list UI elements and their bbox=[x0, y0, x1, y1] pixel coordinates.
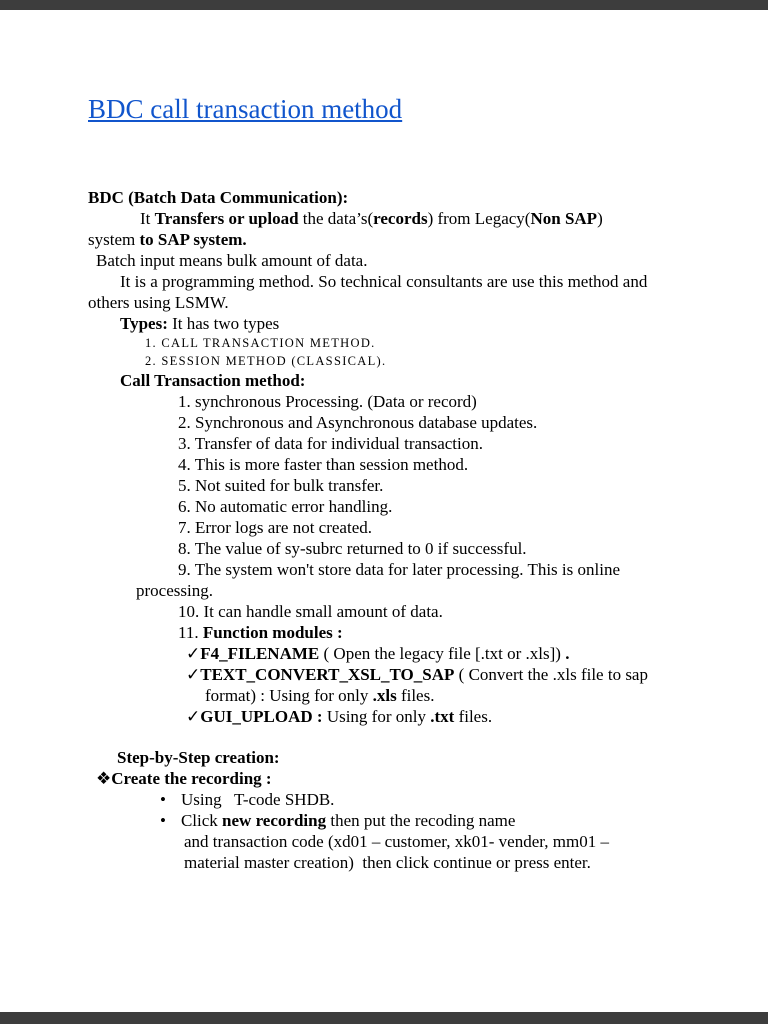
text-segment: TEXT_CONVERT_XSL_TO_SAP bbox=[200, 665, 455, 684]
doc-line bbox=[140, 208, 742, 229]
check-item bbox=[186, 664, 742, 685]
text-segment: Click bbox=[180, 811, 223, 830]
text-segment: Batch input means bulk amount of data. bbox=[96, 251, 368, 270]
heading-bdc bbox=[88, 187, 742, 208]
text-segment: It has two types bbox=[167, 314, 280, 333]
diamond-bullet-icon: ❖ bbox=[96, 769, 112, 788]
text-segment: Function modules : bbox=[202, 623, 343, 642]
text-segment: Using for only bbox=[322, 707, 431, 726]
numbered-item-wrap bbox=[136, 580, 742, 601]
text-segment: 8. The value of sy-subrc returned to 0 if successful. bbox=[178, 539, 527, 558]
text-segment: ) bbox=[597, 209, 603, 228]
text-segment: Create the recording : bbox=[111, 769, 272, 788]
text-segment: new recording bbox=[222, 811, 327, 830]
bullet-icon: • bbox=[160, 811, 166, 830]
text-segment: .txt bbox=[430, 707, 455, 726]
text-segment: 3. Transfer of data for individual transaction. bbox=[178, 434, 483, 453]
check-item bbox=[186, 706, 742, 727]
doc-line bbox=[120, 271, 742, 292]
text-segment: 1. CALL TRANSACTION METHOD. bbox=[145, 336, 376, 350]
numbered-item bbox=[178, 517, 742, 538]
check-icon: ✓ bbox=[186, 707, 201, 726]
document-body bbox=[88, 187, 742, 873]
heading-types bbox=[120, 313, 742, 334]
heading-step-by-step bbox=[117, 747, 742, 768]
bullet-item bbox=[160, 810, 742, 831]
text-segment: Transfers or upload bbox=[154, 209, 299, 228]
check-icon: ✓ bbox=[186, 665, 201, 684]
text-segment: others using LSMW. bbox=[88, 293, 229, 312]
bullet-item-wrap bbox=[184, 852, 742, 873]
bullet-item-wrap bbox=[184, 831, 742, 852]
numbered-item bbox=[178, 433, 742, 454]
types-list-item bbox=[145, 352, 742, 370]
text-segment: GUI_UPLOAD : bbox=[200, 707, 323, 726]
text-segment: format) : Using for only bbox=[205, 686, 373, 705]
text-segment: . bbox=[565, 644, 570, 663]
document-title-link[interactable]: BDC call transaction method bbox=[88, 94, 403, 124]
numbered-item bbox=[178, 538, 742, 559]
numbered-item bbox=[178, 412, 742, 433]
text-segment: 1. synchronous Processing. (Data or record) bbox=[178, 392, 477, 411]
text-segment: 9. The system won't store data for later processing. This is online bbox=[178, 560, 620, 579]
doc-line bbox=[88, 292, 742, 313]
check-item-wrap bbox=[205, 685, 742, 706]
text-segment: the data’s( bbox=[298, 209, 374, 228]
text-segment: records bbox=[373, 209, 428, 228]
text-segment: and transaction code (xd01 – customer, xk01- vender, mm01 – bbox=[184, 832, 609, 851]
text-segment: 6. No automatic error handling. bbox=[178, 497, 393, 516]
numbered-item bbox=[178, 391, 742, 412]
check-item bbox=[186, 643, 742, 664]
text-segment: It bbox=[140, 209, 155, 228]
text-segment: files. bbox=[396, 686, 435, 705]
numbered-item bbox=[178, 601, 742, 622]
numbered-item bbox=[178, 622, 742, 643]
text-segment: 11. bbox=[178, 623, 203, 642]
numbered-item bbox=[178, 475, 742, 496]
bullet-icon: • bbox=[160, 790, 166, 809]
text-segment: 5. Not suited for bulk transfer. bbox=[178, 476, 384, 495]
doc-line bbox=[88, 229, 742, 250]
text-segment: files. bbox=[454, 707, 493, 726]
text-segment: Call Transaction method: bbox=[120, 371, 306, 390]
text-segment: ( Convert the .xls file to sap bbox=[454, 665, 648, 684]
text-segment: 2. SESSION METHOD (CLASSICAL). bbox=[145, 354, 387, 368]
numbered-item bbox=[178, 559, 742, 580]
heading-create-recording bbox=[96, 768, 742, 789]
text-segment: to SAP system. bbox=[139, 230, 247, 249]
text-segment: It is a programming method. So technical consultants are use this method and bbox=[120, 272, 648, 291]
text-segment: Using T-code SHDB. bbox=[180, 790, 335, 809]
text-segment: material master creation) then click continue or press enter. bbox=[184, 853, 591, 872]
text-segment: ) from Legacy( bbox=[427, 209, 531, 228]
doc-line bbox=[96, 250, 742, 271]
heading-call-transaction bbox=[120, 370, 742, 391]
text-segment: 4. This is more faster than session method. bbox=[178, 455, 469, 474]
text-segment: 2. Synchronous and Asynchronous database updates. bbox=[178, 413, 538, 432]
text-segment: then put the recoding name bbox=[326, 811, 516, 830]
bullet-item bbox=[160, 789, 742, 810]
text-segment: Step-by-Step creation: bbox=[117, 748, 280, 767]
types-list-item bbox=[145, 334, 742, 352]
text-segment: BDC (Batch Data Communication): bbox=[88, 188, 349, 207]
text-segment: .xls bbox=[372, 686, 397, 705]
numbered-item bbox=[178, 496, 742, 517]
text-segment: system bbox=[88, 230, 140, 249]
text-segment: 7. Error logs are not created. bbox=[178, 518, 372, 537]
viewer-bottom-bar bbox=[0, 1012, 768, 1024]
text-segment: 10. It can handle small amount of data. bbox=[178, 602, 443, 621]
text-segment: F4_FILENAME bbox=[200, 644, 320, 663]
numbered-item bbox=[178, 454, 742, 475]
text-segment: ( Open the legacy file [.txt or .xls]) bbox=[319, 644, 566, 663]
text-segment: Types: bbox=[120, 314, 168, 333]
text-segment: processing. bbox=[136, 581, 213, 600]
check-icon: ✓ bbox=[186, 644, 201, 663]
text-segment: Non SAP bbox=[530, 209, 598, 228]
